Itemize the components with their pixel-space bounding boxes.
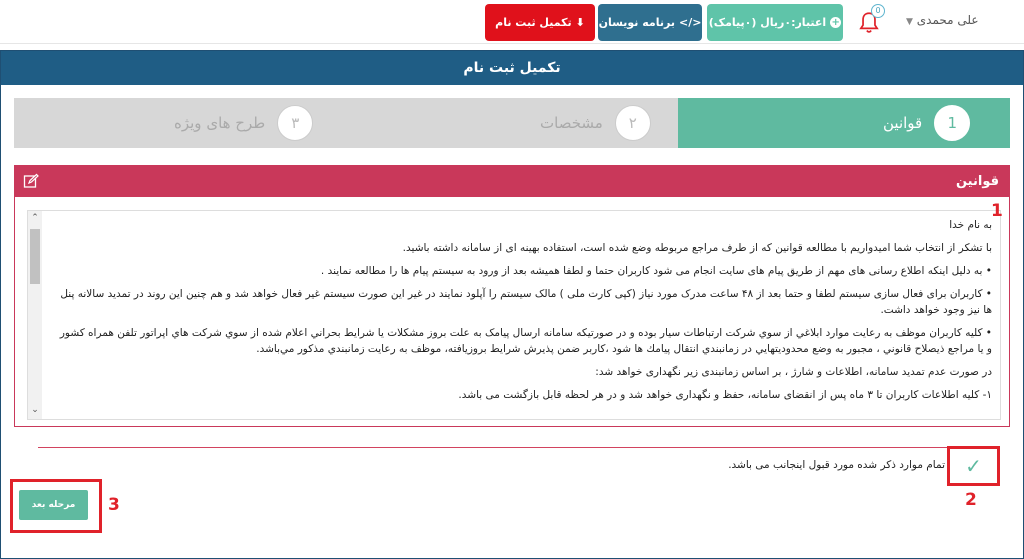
rules-section — [14, 165, 1010, 427]
step-rules[interactable] — [883, 98, 970, 148]
step-number: 1 — [934, 105, 970, 141]
complete-registration-label: تکمیل ثبت نام — [495, 16, 572, 29]
step-details[interactable] — [540, 98, 651, 148]
step-number: ۳ — [277, 105, 313, 141]
step-label: قوانین — [883, 114, 923, 132]
rules-paragraph: به نام خدا — [949, 219, 992, 231]
code-icon: </> — [678, 16, 702, 29]
edit-icon[interactable] — [23, 173, 39, 189]
rules-paragraph: ۱- کلیه اطلاعات کاربران تا ۳ ماه پس از انقضای سامانه، حفظ و نگهداری خواهد شد و در هر لحظه قابل بازگشت می باشد. — [458, 389, 992, 401]
complete-registration-button[interactable] — [485, 4, 595, 41]
scroll-down-icon[interactable]: ⌄ — [31, 405, 39, 415]
registration-panel — [0, 50, 1024, 559]
download-icon: ⬇ — [575, 16, 585, 29]
checkmark-icon: ✓ — [965, 454, 982, 478]
rules-paragraph: • به دلیل اینکه اطلاع رسانی های مهم از طریق پیام های سایت انجام می شود کاربران حتما و لطفا همیشه بعد از ورود به سیستم پیام ها را مطالعه نمایند . — [320, 265, 992, 277]
credit-label: اعتبار:۰ریال (۰پیامک) — [708, 16, 827, 29]
annotation-marker: 3 — [108, 495, 120, 515]
developers-button[interactable] — [598, 4, 702, 41]
scroll-up-icon[interactable]: ⌃ — [31, 213, 39, 223]
step-special-plans[interactable] — [174, 98, 313, 148]
chevron-down-icon: ▼ — [906, 17, 913, 27]
rules-header — [15, 166, 1009, 197]
developers-label: برنامه نویسان — [598, 16, 675, 29]
step-label: مشخصات — [540, 114, 603, 132]
top-bar — [0, 0, 1024, 44]
rules-paragraph: در صورت عدم تمدید سامانه، اطلاعات و شارژ ، بر اساس زمانبندی زیر نگهداری خواهد شد: — [595, 366, 992, 378]
next-step-button[interactable]: مرحله بعد — [19, 490, 88, 520]
accept-label: تمام موارد ذکر شده مورد قبول اینجانب می باشد. — [728, 459, 945, 471]
accept-checkbox[interactable] — [947, 446, 1000, 486]
annotation-marker: 2 — [965, 490, 977, 510]
steps-bar — [14, 98, 1010, 148]
credit-button[interactable] — [707, 4, 843, 41]
rules-paragraph: با تشکر از انتخاب شما امیدواریم با مطالعه قوانین که از طرف مراجع مربوطه وضع شده است، استفاده بهینه ای از سامانه داشته باشید. — [402, 242, 992, 254]
rules-scroll-area[interactable] — [27, 210, 1001, 420]
step-label: طرح های ویژه — [174, 114, 266, 132]
rules-text — [52, 217, 992, 410]
rules-title: قوانین — [955, 174, 999, 189]
plus-icon: + — [831, 17, 840, 28]
rules-paragraph: • کلیه کاربران موظف به رعایت موارد ابلاغي از سوي شركت ارتباطات سيار بوده و در صورتیکه سامانه ارسال پیامک به علت بروز مشكلات يا شرايط بحراني اعلام شده از سوي شركت هاي اپراتور تلفن همراه كشور و يا مراجع ذيصلاح قانوني ، مجبور به وضع محدوديتهايي در زمانبندي انتقال پيامك ها شود ،كاربر ضمن پذيرش شرايط بروزيافته، موظف به رعايت زمانبندي مذكور مي‌باشد. — [59, 327, 992, 355]
user-menu[interactable] — [902, 13, 979, 27]
user-name: علی محمدی — [916, 13, 979, 27]
divider — [38, 447, 997, 448]
step-number: ۲ — [615, 105, 651, 141]
notification-badge: 0 — [871, 4, 885, 18]
annotation-marker: 1 — [991, 201, 1003, 221]
page-title: تکمیل ثبت نام — [1, 51, 1023, 85]
scrollbar-thumb[interactable] — [30, 229, 40, 284]
scrollbar[interactable] — [28, 211, 42, 419]
rules-paragraph: • کاربران برای فعال سازی سیستم لطفا و حتما بعد از ۴۸ ساعت مدرک مورد نیاز (کپی کارت ملی ) مالک سیستم را آپلود نمایند در غیر این صورت سیستم غیر فعال خواهد شد و هم چنین این روند در تمدید سالانه پنل ها نیز وجود خواهد داشت. — [60, 288, 992, 316]
